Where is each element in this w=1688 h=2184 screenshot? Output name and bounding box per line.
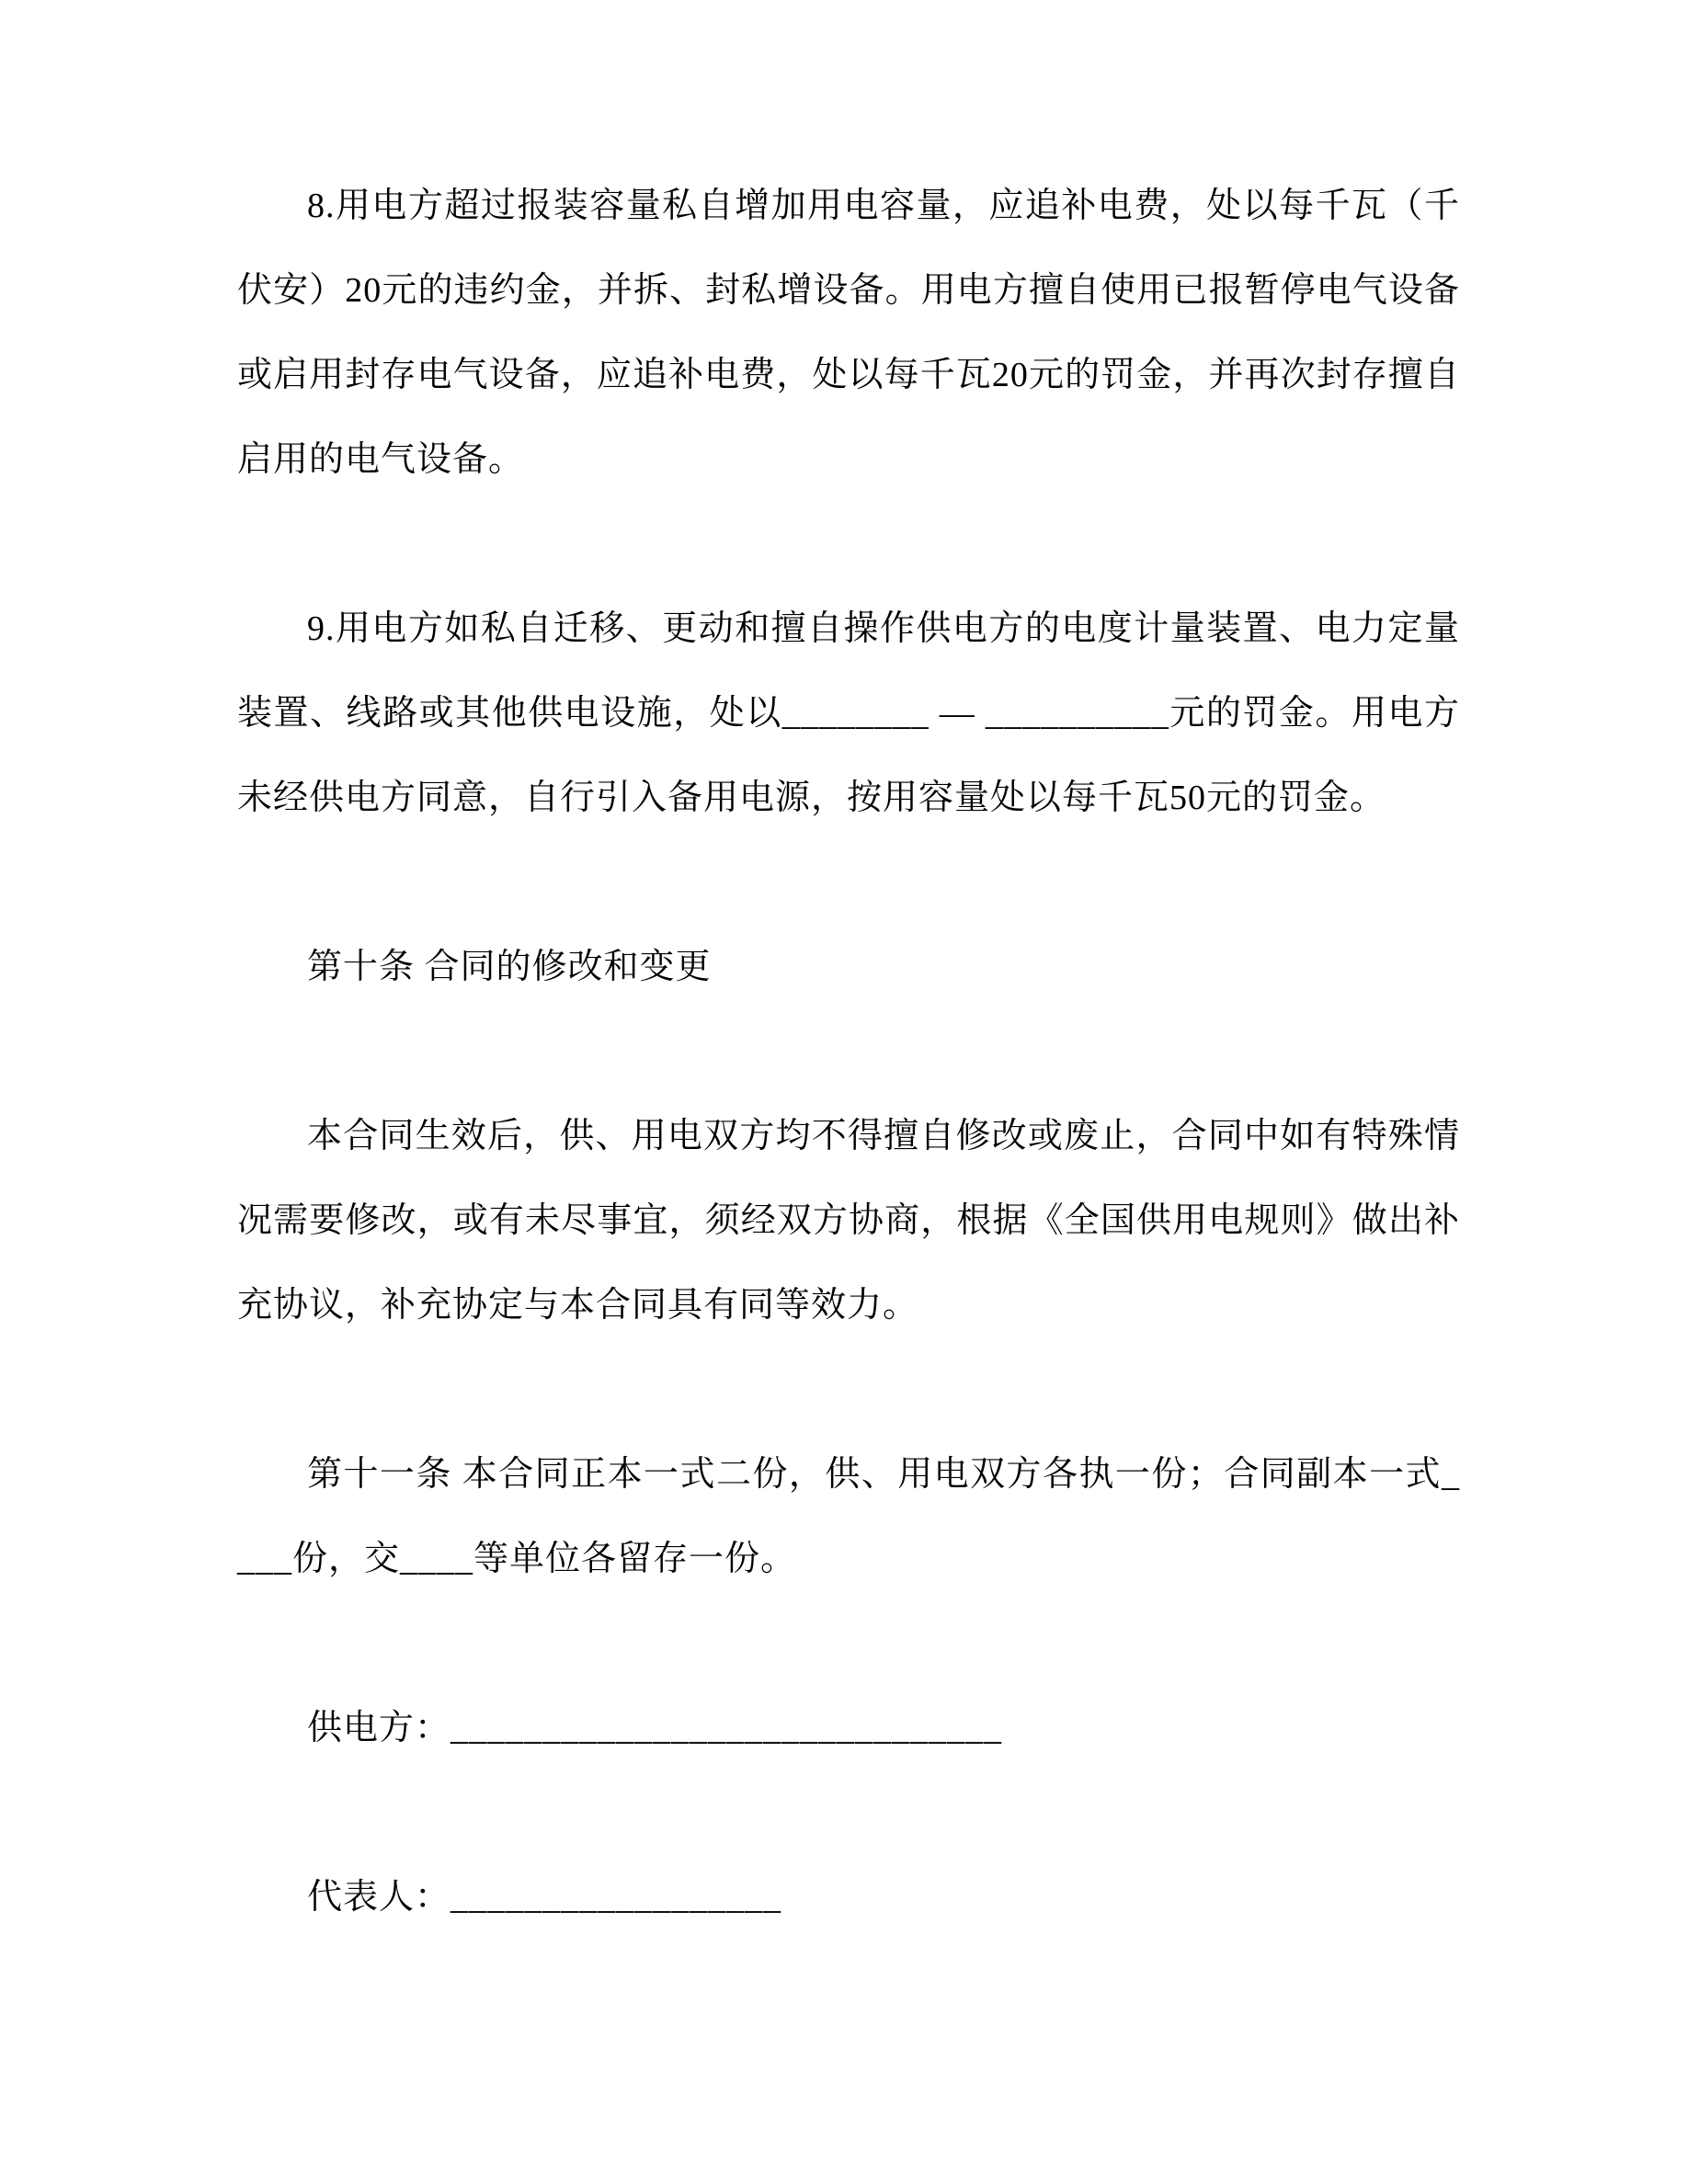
paragraph-clause-9: 9.用电方如私自迁移、更动和擅自操作供电方的电度计量装置、电力定量装置、线路或其他供电设施，处以________ — __________元的罚金。用电方未经供电方同意，自行引入备用电源，按用容量处以每千瓦50元的罚金。 (237, 609, 1460, 817)
signature-line-supplier: 供电方：______________________________ (307, 1709, 1003, 1747)
paragraph-article-11: 第十一条 本合同正本一式二份，供、用电双方各执一份；合同副本一式____份，交____等单位各留存一份。 (237, 1455, 1460, 1578)
signature-line-representative: 代表人：__________________ (307, 1878, 782, 1917)
paragraph-clause-8: 8.用电方超过报装容量私自增加用电容量，应追补电费，处以每千瓦（千伏安）20元的违约金，并拆、封私增设备。用电方擅自使用已报暂停电气设备或启用封存电气设备，应追补电费，处以每千瓦20元的罚金，并再次封存擅自启用的电气设备。 (237, 187, 1460, 479)
paragraph-article-10-body: 本合同生效后，供、用电双方均不得擅自修改或废止，合同中如有特殊情况需要修改，或有未尽事宜，须经双方协商，根据《全国供用电规则》做出补充协议，补充协定与本合同具有同等效力。 (237, 1117, 1460, 1325)
heading-article-10: 第十条 合同的修改和变更 (307, 948, 712, 986)
